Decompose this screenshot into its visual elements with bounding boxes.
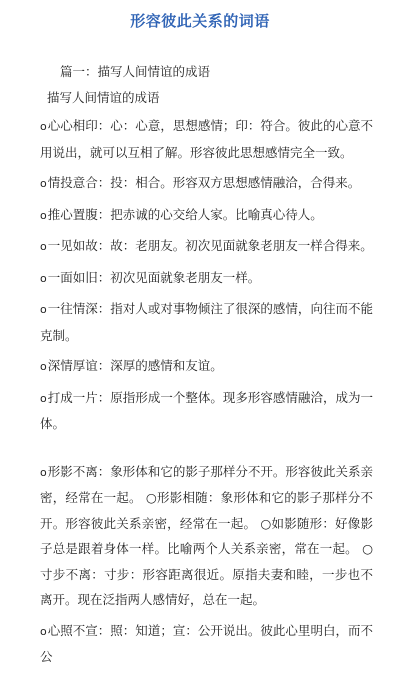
idiom-entry [40,113,373,165]
idiom-text: 心心相印：心：心意，思想感情；印：符合。彼此的心意不用说出，就可以互相了解。形容彼此思想感情完全一致。 [40,118,373,160]
document-title: 形容彼此关系的词语 [130,12,270,30]
idiom-text: 一面如旧：初次见面就象老朋友一样。 [47,269,261,285]
bullet-icon: o [40,391,47,405]
idiom-text: 一往情深：指对人或对事物倾注了很深的感情，向往而不能克制。 [40,301,373,343]
bullet-icon: o [40,624,47,638]
idiom-entry [40,459,373,613]
bullet-icon: o [40,240,47,253]
bullet-icon: o [40,177,47,190]
bullet-icon: o [40,303,47,316]
idiom-text: 心照不宣：照：知道；宣：公开说出。彼此心里明白，而不公 [40,622,373,664]
idiom-text: 形影不离：象形体和它的影子那样分不开。形容彼此关系亲密，经常在一起。 ○形影相随：象形体和它的影子那样分不开。形容彼此关系亲密，经常在一起。 ○如影随形：好像影子总是跟着身体一样。比喻两个人关系亲密，常在一起。 ○寸步不离：寸步：形容距离很近。原指夫妻和睦，一步也不离开。现在泛指两人感情好，总在一起。 [40,463,373,607]
idiom-entry [40,296,373,348]
bullet-icon: o [40,120,47,133]
idiom-entry [40,385,373,437]
idiom-entry [40,618,373,670]
idiom-entry [40,353,373,380]
idiom-text: 深情厚谊：深厚的感情和友谊。 [47,358,223,373]
idiom-text: 推心置腹：把赤诚的心交给人家。比喻真心待人。 [47,206,323,222]
bullet-icon: o [40,271,47,285]
idiom-entry [40,202,373,229]
idiom-entry [40,170,373,197]
idiom-entry [40,265,373,292]
bullet-icon: o [40,360,47,373]
bullet-icon: o [40,465,47,479]
idiom-text: 打成一片：原指形成一个整体。现多形容感情融洽，成为一体。 [40,389,373,431]
idiom-text: 一见如故：故：老朋友。初次见面就象老朋友一样合得来。 [47,238,373,253]
document-subtitle: 篇一：描写人间情谊的成语 [60,64,211,79]
idiom-text: 情投意合：投：相合。形容双方思想感情融洽，合得来。 [47,175,361,190]
section-label: 描写人间情谊的成语 [47,90,160,105]
idiom-list [40,113,373,675]
bullet-icon: o [40,208,47,222]
idiom-entry [40,233,373,260]
